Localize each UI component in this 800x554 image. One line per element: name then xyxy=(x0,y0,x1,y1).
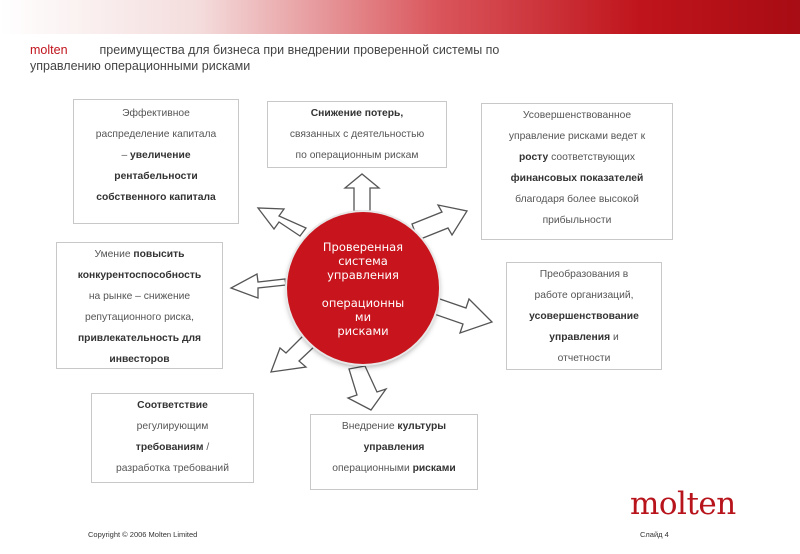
box-text-bold: культуры xyxy=(397,421,447,432)
box-text-bold: росту xyxy=(519,152,549,163)
box-line: прибыльности xyxy=(542,215,612,226)
benefit-box-risk-culture xyxy=(310,414,478,490)
title-line-1: преимущества для бизнеса при внедрении проверенной системы по xyxy=(99,43,500,57)
box-line: по операционным рискам xyxy=(295,150,419,161)
box-line xyxy=(311,458,477,479)
box-line xyxy=(507,327,661,348)
box-line: регулирующим xyxy=(136,421,209,432)
center-line: ми xyxy=(354,310,372,324)
center-line: операционны xyxy=(321,296,405,310)
center-line: Проверенная xyxy=(322,240,404,254)
box-line: отчетности xyxy=(557,353,611,364)
box-text: Внедрение xyxy=(341,421,398,432)
title-brand: molten xyxy=(30,43,68,57)
box-text-bold: управления xyxy=(549,332,611,343)
box-text: Умение xyxy=(94,249,134,260)
title-line-2: управлению операционными рисками xyxy=(30,59,251,73)
box-line: разработка требований xyxy=(116,463,229,474)
box-text-bold: Снижение потерь, xyxy=(310,108,404,119)
box-text-bold: конкурентоспособность xyxy=(77,270,202,281)
box-text-bold: Соответствие xyxy=(137,400,208,411)
box-line xyxy=(57,244,222,265)
box-line: Эффективное xyxy=(122,108,190,119)
box-text-bold: рисками xyxy=(412,463,456,474)
arrow-up-icon xyxy=(345,174,379,211)
benefit-box-improved-risk-management xyxy=(481,103,673,240)
box-text-bold: требованиям xyxy=(135,442,204,453)
box-line: репутационного риска, xyxy=(84,312,195,323)
arrow-left-icon xyxy=(231,274,286,298)
box-text: и xyxy=(610,332,619,343)
footer-copyright: Copyright © 2006 Molten Limited xyxy=(88,530,198,539)
box-line xyxy=(482,147,672,168)
box-text-bold: финансовых показателей xyxy=(510,173,644,184)
footer-slide-number: Слайд 4 xyxy=(640,530,669,539)
center-line: управления xyxy=(327,268,399,282)
box-line: Усовершенствованное xyxy=(522,110,632,121)
benefit-box-competitiveness xyxy=(56,242,223,369)
box-text-bold: привлекательность для xyxy=(77,333,202,344)
arrow-right-icon xyxy=(434,298,492,333)
arrow-upper-left-icon xyxy=(258,208,306,236)
box-text: операционными xyxy=(332,463,413,474)
box-text: / xyxy=(203,442,210,453)
box-line: распределение капитала xyxy=(95,129,217,140)
center-line: рисками xyxy=(337,324,389,338)
arrow-upper-right-icon xyxy=(412,205,467,240)
box-line xyxy=(74,145,238,166)
box-text-bold: собственного капитала xyxy=(96,192,216,203)
box-text: – xyxy=(121,150,131,161)
center-line xyxy=(300,282,426,296)
benefit-box-losses xyxy=(267,101,447,168)
molten-logo: molten xyxy=(630,486,736,522)
box-text-bold: повысить xyxy=(133,249,185,260)
benefit-box-transformation xyxy=(506,262,662,370)
box-text-bold: усовершенствование xyxy=(529,311,639,322)
box-text-bold: управления xyxy=(363,442,425,453)
box-line xyxy=(92,437,253,458)
box-text-bold: рентабельности xyxy=(114,171,198,182)
box-text-bold: инвесторов xyxy=(109,354,170,365)
box-line: благодаря более высокой xyxy=(515,194,639,205)
box-text: соответствующих xyxy=(548,152,635,163)
box-line xyxy=(311,416,477,437)
box-line: управление рисками ведет к xyxy=(508,131,646,142)
box-text-bold: увеличение xyxy=(130,150,191,161)
center-line: система xyxy=(338,254,388,268)
center-circle-label xyxy=(300,240,426,338)
benefit-box-capital xyxy=(73,99,239,224)
box-line: работе организаций, xyxy=(534,290,634,301)
box-line: Преобразования в xyxy=(539,269,629,280)
arrow-down-icon xyxy=(348,366,386,410)
benefit-box-compliance xyxy=(91,393,254,483)
box-line: связанных с деятельностью xyxy=(289,129,425,140)
box-line: на рынке – снижение xyxy=(88,291,191,302)
